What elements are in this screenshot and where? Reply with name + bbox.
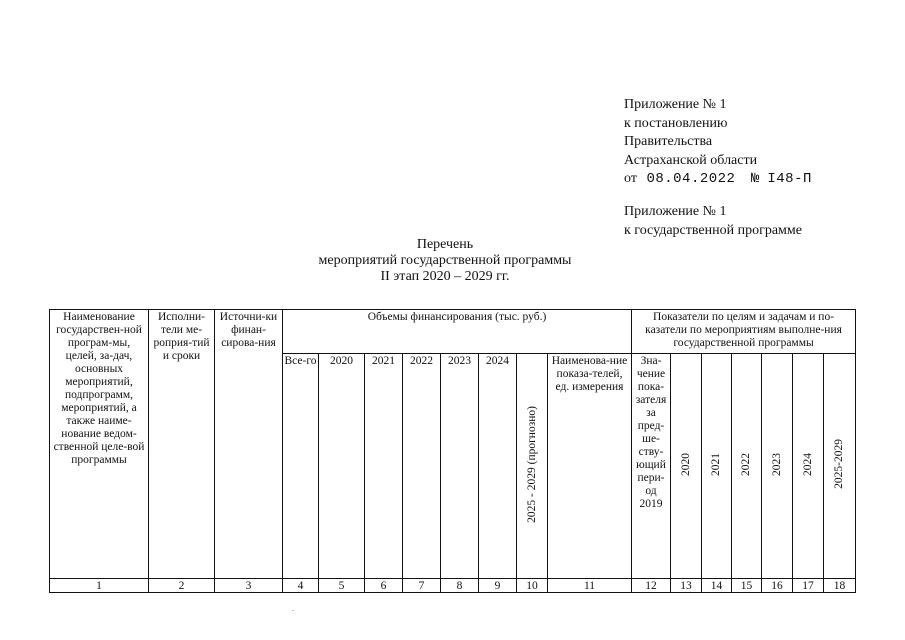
resolution-date-line xyxy=(624,170,812,189)
column-number: 11 xyxy=(548,579,632,593)
column-number: 6 xyxy=(365,579,403,593)
appendix-title: Приложение № 1 xyxy=(624,204,727,219)
funding-forecast-label: 2025 - 2029 (прогнозно) xyxy=(525,405,538,523)
header-funding-group: Объемы финансирования (тыс. руб.) xyxy=(283,310,632,354)
header-indicators-group: Показатели по целям и задачам и по-казатели по мероприятиям выполне-ния государственной программы xyxy=(632,310,856,354)
header-funding-year: 2020 xyxy=(319,354,365,579)
column-number: 7 xyxy=(403,579,441,593)
header-indicator-prev: Зна-чение пока-зателя за пред-ше-ству-ющий пери-од 2019 xyxy=(632,354,671,579)
scan-speck xyxy=(292,610,294,611)
column-number: 17 xyxy=(793,579,824,593)
number-prefix: № xyxy=(750,171,760,187)
document-title xyxy=(290,237,600,285)
title-line: Перечень xyxy=(416,237,474,252)
date-prefix: от xyxy=(624,171,637,186)
header-funding-total: Все-го xyxy=(283,354,319,579)
column-number: 4 xyxy=(283,579,319,593)
appendix-line: к постановлению xyxy=(624,115,728,131)
header-sources: Источни-ки финан-сирова-ния xyxy=(215,310,283,579)
header-indicator-year xyxy=(793,354,824,579)
appendix-program-header xyxy=(624,203,802,240)
column-number: 5 xyxy=(319,579,365,593)
appendix-line: к государственной программе xyxy=(624,222,802,238)
header-indicator-year xyxy=(671,354,702,579)
title-line: II этап 2020 – 2029 гг. xyxy=(380,269,510,284)
column-number: 1 xyxy=(50,579,149,593)
appendix-line: Правительства xyxy=(624,134,713,149)
column-numbers-row xyxy=(50,579,856,593)
indicator-year-label: 2021 xyxy=(710,452,722,476)
header-indicator-year xyxy=(732,354,762,579)
column-number: 18 xyxy=(824,579,856,593)
header-indicator-year xyxy=(824,354,856,579)
column-number: 12 xyxy=(632,579,671,593)
header-indicator-name: Наименова-ние показа-телей, ед. измерения xyxy=(548,354,632,579)
indicator-year-label: 2022 xyxy=(740,452,752,476)
column-number: 2 xyxy=(149,579,215,593)
header-funding-forecast xyxy=(517,354,548,579)
column-number: 8 xyxy=(441,579,479,593)
column-number: 15 xyxy=(732,579,762,593)
indicator-year-label: 2025-2029 xyxy=(833,439,846,489)
header-funding-year: 2022 xyxy=(403,354,441,579)
header-indicator-year xyxy=(702,354,732,579)
measures-table xyxy=(49,309,856,593)
header-indicator-year xyxy=(762,354,793,579)
column-number: 3 xyxy=(215,579,283,593)
indicator-year-label: 2024 xyxy=(801,452,814,476)
column-number: 13 xyxy=(671,579,702,593)
header-executors: Исполни-тели ме-роприя-тий и сроки xyxy=(149,310,215,579)
column-number: 10 xyxy=(517,579,548,593)
column-number: 9 xyxy=(479,579,517,593)
resolution-number: I48-П xyxy=(767,171,812,187)
header-name: Наименование государствен-ной програм-мы, целей, за-дач, основных мероприятий, подпрограмм, мероприятий, а также наиме-нование ведом-ственной целе-вой программы xyxy=(50,310,149,579)
indicator-year-label: 2020 xyxy=(679,452,692,476)
appendix-resolution-header xyxy=(624,96,812,189)
header-funding-year: 2023 xyxy=(441,354,479,579)
header-funding-year: 2024 xyxy=(479,354,517,579)
column-number: 16 xyxy=(762,579,793,593)
header-funding-year: 2021 xyxy=(365,354,403,579)
appendix-line: Астраханской области xyxy=(624,152,758,168)
appendix-title: Приложение № 1 xyxy=(624,97,727,112)
indicator-year-label: 2023 xyxy=(770,452,783,476)
resolution-date: 08.04.2022 xyxy=(646,171,736,187)
column-number: 14 xyxy=(702,579,732,593)
title-line: мероприятий государственной программы xyxy=(318,253,572,268)
